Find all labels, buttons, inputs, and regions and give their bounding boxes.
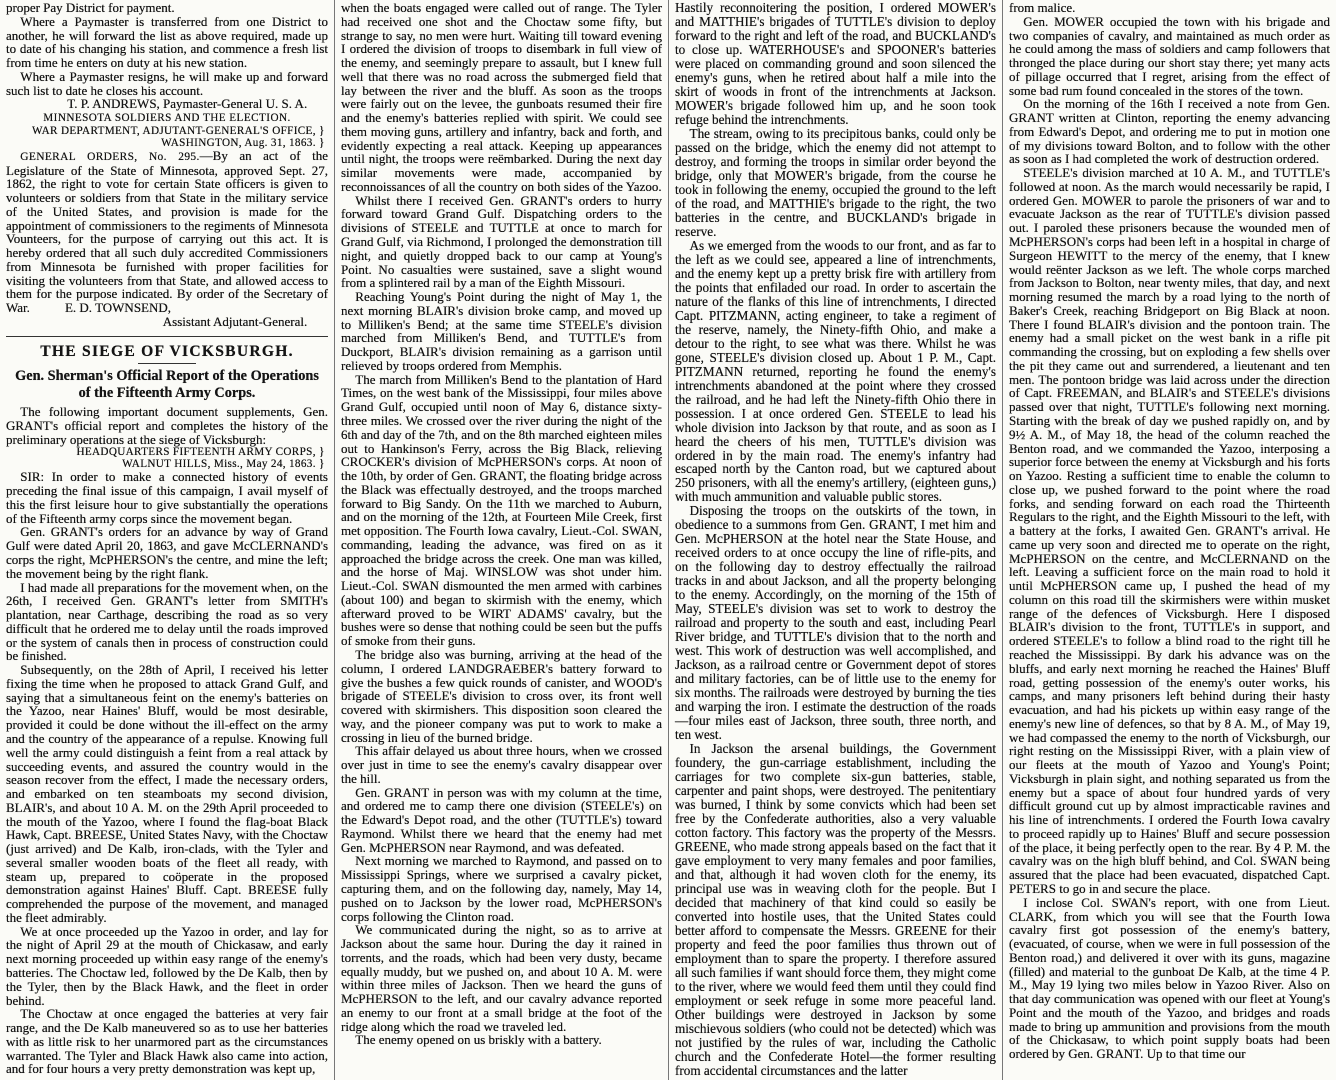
order-label: GENERAL ORDERS, No. 295. [20, 151, 200, 164]
paragraph: Gen. MOWER occupied the town with his brigade and two companies of cavalry, and maintained as much order as he could among the mass of soldiers and camp followers that thronged the place during our short stay there; yet many acts of pillage occurred that I regret, arising from the effect of some bad rum found concealed in the stores of the town. [1009, 13, 1330, 98]
divider [6, 336, 328, 337]
paragraph: The enemy opened on us briskly with a battery. [355, 1032, 602, 1048]
paragraph: This affair delayed us about three hours, when we crossed over just in time to see the enemy's cavalry disappear over the hill. [341, 743, 662, 786]
order-body: —By an act of the Legislature of the State of Minnesota, approved Sept. 27, 1862, the right to vote for certain State officers is given to volunteers or soldiers from that State in the military service of the United States, and provision is made for the appointment of commissioners to the regiments of Minnesota Vounteers, for the purpose of carrying out this act. It is hereby ordered that all such duly accredited Commissioners from Minnesota be furnished with proper facilities for visiting the volunteers from that State, and allowed access to them for the purpose indicated. By order of the Secretary of War. [6, 148, 328, 316]
paragraph: Reaching Young's Point during the night of May 1, the next morning BLAIR's division broke camp, and moved up to Milliken's Bend; at the same time STEELE's division marched from Milliken's Bend, and TUTTLE's from Duckport, BLAIR's division remaining as a garrison until relieved by troops ordered from Memphis. [341, 289, 662, 373]
column-4 [1002, 0, 1336, 1080]
dateline-place: WASHINGTON, Aug. 31, 1863. } [161, 136, 325, 149]
article-title: THE SIEGE OF VICKSBURGH. [40, 342, 294, 360]
paragraph: The stream, owing to its precipitous banks, could only be passed on the bridge, which the enemy did not attempt to destroy, and forming the troops in similar order beyond the bridge, only that MOWER's brigade, from the course he took in following the enemy, occupied the ground to the left of the road, and MATTHIE's brigade to the right, the two batteries in the centre, and BUCKLAND's brigade in reserve. [675, 125, 996, 239]
signer-name: E. D. TOWNSEND, [64, 300, 172, 316]
paragraph: As we emerged from the woods to our front, and as far to the left as we could see, appeared a line of intrenchments, and the enemy kept up a pretty brisk fire with artillery from the points that enfiladed our road. In order to ascertain the nature of the flanks of this line of intrenchments, I directed Capt. PITZMANN, acting engineer, to take a regiment of the reserve, namely, the Ninety-fifth Ohio, and make a detour to the right, to see what was there. Whilst he was gone, STEELE's division closed up. About 1 P. M., Capt. PITZMANN returned, reporting he found the enemy's intrenchments abandoned at the point where they crossed the railroad, and he had left the Ninety-fifth Ohio there in possession. I at once ordered Gen. STEELE to lead his whole division into Jackson by that route, and as soon as I heard the cheers of his men, TUTTLE's division was ordered in by the main road. The enemy's infantry had escaped north by the Canton road, but we captured about 250 prisoners, with all the enemy's artillery, (eighteen guns,) with much ammunition and valuable public stores. [675, 237, 996, 505]
paragraph: In Jackson the arsenal buildings, the Government foundery, the gun-carriage establishment, including the carriages for two complete six-gun batteries, stable, carpenter and paint shops, were destroyed. The penitentiary was burned, I think by some convicts which had been set free by the Confederate authorities, also a very valuable cotton factory. This factory was the property of the Messrs. GREENE, who made strong appeals based on the fact that it gave employment to very many females and poor families, and that, although it had woven cloth for the enemy, its principal use was in weaving cloth for the people. But I decided that machinery of that kind could so easily be converted into hostile uses, that the United States could better afford to compensate the Messrs. GREENE for their property and feed the poor families thus thrown out of employment than to spare the property. I therefore assured all such families if want should force them, they might come to the river, where we would feed them until they could find employment or seek refuge in some more peaceful land. Other buildings were destroyed in Jackson by some mischievous soldiers (who could not be detected) which was not justified by the rules of war, including the Catholic church and the Confederate Hotel—the former resulting from accidental circumstances and the latter [675, 741, 996, 1078]
paragraph: I inclose Col. SWAN's report, with one from Lieut. CLARK, from which you will see that the Fourth Iowa cavalry first got possession of the enemy's battery, (evacuated, of course, when we were in full possession of the Benton road,) and delivered it over with its guns, magazine (filled) and material to the gunboat De Kalb, at the time 4 P. M., May 19 lying two miles below in Yazoo River. Also on that day communication was opened with our fleet at Young's Point and the mouth of the Yazoo, and bridges and roads made to bring up ammunition and provisions from the mouth of the Chickasaw, to which point supply boats had been ordered by Gen. GRANT. Up to that time our [1009, 894, 1330, 1062]
paragraph: The Choctaw at once engaged the batteries at very fair range, and the De Kalb maneuvered so as to use her batteries with as little risk to her unarmored part as the circumstances warranted. The Tyler and Black Hawk also came into action, and for four hours a very pretty demonstration was kept up, [6, 1006, 328, 1077]
paragraph: We communicated during the night, so as to arrive at Jackson about the same hour. During the day it rained in torrents, and the roads, which had been very dusty, became equally muddy, but we pushed on, and about 10 A. M. were within three miles of Jackson. Then we heard the guns of McPHERSON to the left, and our cavalry advance reported an enemy to our front at a small bridge at the foot of the ridge along which the road we traveled led. [341, 922, 662, 1034]
paragraph: from malice. [1009, 0, 1076, 15]
paragraph: The following important document supplements, Gen. GRANT's official report and completes the history of the preliminary operations at the siege of Vicksburgh: [6, 404, 328, 447]
section-headline: MINNESOTA SOLDIERS AND THE ELECTION. [43, 111, 291, 124]
paragraph: proper Pay District for payment. [6, 0, 175, 15]
dateline-office: WAR DEPARTMENT, ADJUTANT-GENERAL'S OFFICE, } [32, 124, 325, 137]
paragraph: Subsequently, on the 28th of April, I received his letter fixing the time when he proposed to attack Grand Gulf, and saying that a simultaneous feint on the enemy's batteries on the Yazoo, near Haines' Bluff, would be most desirable, provided it could be done without the ill-effect on the army and the country of the appearance of a repulse. Knowing full well the army could distinguish a feint from a real attack by succeeding events, and assured the country would in the season recover from the effect, I made the necessary orders, and embarked on ten steamboats my second division, BLAIR's, and about 10 A. M. on the 29th April proceeded to the mouth of the Yazoo, where I found the flag-boat Black Hawk, Capt. BREESE, United States Navy, with the Choctaw (just arrived) and De Kalb, iron-clads, with the Tyler and several smaller wooden boats of the fleet all ready, with steam up, prepared to coöperate in the proposed demonstration against Haines' Bluff. Capt. BREESE fully comprehended the purpose of the movement, and managed the fleet admirably. [6, 662, 328, 925]
paragraph: Hastily reconnoitering the position, I ordered MOWER's and MATTHIE's brigades of TUTTLE's division to deploy forward to the right and left of the road, and BUCKLAND's to close up. WATERHOUSE's and SPOONER's batteries were placed on commanding ground and soon silenced the enemy's guns, when he retired about half a mile into the skirt of woods in front of the intrenchments at Jackson. MOWER's brigade followed him up, and he soon took refuge behind the intrenchments. [675, 0, 996, 127]
paragraph: We at once proceeded up the Yazoo in order, and lay for the night of April 29 at the mouth of Chickasaw, and early next morning proceeded up within easy range of the enemy's batteries. The Choctaw led, followed by the De Kalb, then by the Tyler, then by the Black Hawk, and the fleet in order behind. [6, 923, 328, 1008]
paragraph: I had made all preparations for the movement when, on the 26th, I received Gen. GRANT's letter from SMITH's plantation, near Carthage, describing the road as so very difficult that he ordered me to delay until the roads improved or the system of canals then in process of construction could be finished. [6, 579, 328, 664]
paragraph: Whilst there I received Gen. GRANT's orders to hurry forward toward Grand Gulf. Dispatching orders to the divisions of STEELE and TUTTLE at once to march for Grand Gulf, via Richmond, I prolonged the demonstration till night, and quietly dropped back to our camp at Young's Point. No casualties were sustained, save a slight wound from a splintered rail by a man of the Eighth Missouri. [341, 192, 662, 291]
paragraph: Disposing the troops on the outskirts of the town, in obedience to a summons from Gen. GRANT, I met him and Gen. McPHERSON at the hotel near the State House, and received orders to at once occupy the line of rifle-pits, and on the following day to destroy effectually the railroad tracks in and about Jackson, and all the property belonging to the enemy. Accordingly, on the morning of the 15th of May, STEELE's division was set to work to destroy the railroad and property to the south and east, including Pearl River bridge, and TUTTLE's division that to the north and west. This work of destruction was well accomplished, and Jackson, as a railroad centre or Government depot of stores and military factories, can be of little use to the enemy for six months. The railroads were destroyed by burning the ties and warping the iron. I estimate the destruction of the roads—four miles east of Jackson, three south, three north, and ten west. [675, 503, 996, 743]
signature: T. P. ANDREWS, Paymaster-General U. S. A. [67, 96, 308, 112]
article-subhead: Gen. Sherman's Official Report of the Operations of the Fifteenth Army Corps. [15, 368, 319, 401]
paragraph: when the boats engaged were called out of range. The Tyler had received one shot and the Choctaw some fifty, but strange to say, no men were hurt. Waiting till toward evening I ordered the division of troops to disembark in full view of the enemy, and seemingly prepare to assault, but I knew full well that there was no road across the submerged field that lay between the river and the bluff. As soon as the troops were fairly out on the levee, the gunboats resumed their fire and the enemy's batteries replied with spirit. We could see them moving guns, artillery and infantry, back and forth, and evidently expecting a real attack. Keeping up appearances until night, the troops were reëmbarked. During the next day similar movements were made, accompanied by reconnoissances of all the country on both sides of the Yazoo. [341, 0, 662, 194]
column-2 [334, 0, 668, 1080]
paragraph: Next morning we marched to Raymond, and passed on to Mississippi Springs, where we surprised a cavalry picket, capturing them, and on the following day, namely, May 14, pushed on to Jackson by the lower road, McPHERSON's corps following the Clinton road. [341, 853, 662, 924]
short-divider [138, 363, 196, 364]
dateline-headquarters: HEADQUARTERS FIFTEENTH ARMY CORPS, } [76, 445, 325, 458]
signer-title: Assistant Adjutant-General. [162, 313, 308, 329]
paragraph: Where a Paymaster is transferred from one District to another, he will forward the list as above required, made up to date of his changing his station, and commence a fresh list from time he enters on duty at his new station. [6, 13, 328, 71]
paragraph: SIR: In order to make a connected history of events preceding the final issue of this campaign, I avail myself of this the first leisure hour to give substantially the operations of the Fifteenth army corps since the movement began. [6, 469, 328, 526]
paragraph: The march from Milliken's Bend to the plantation of Hard Times, on the west bank of the Mississippi, four miles above Grand Gulf, occupied until noon of May 6, distance sixty-three miles. We crossed over the river during the night of the 6th and day of the 7th, and on the 8th marched eighteen miles out to Hankinson's Ferry, across the Big Black, relieving CROCKER's division of McPHERSON's corps. At noon of the 10th, by order of Gen. GRANT, the floating bridge across the Black was effectually destroyed, and the troops marched forward to Big Sandy. On the 11th we marched to Auburn, and on the morning of the 12th, at Fourteen Mile Creek, first met opposition. The Fourth Iowa cavalry, Lieut.-Col. SWAN, commanding, leading the advance, was fired on as it approached the bridge across the creek. One man was killed, and the horse of Maj. WINSLOW was shot under him. Lieut.-Col. SWAN dismounted the men armed with carbines (about 100) and began to skirmish with the enemy, which afterward proved to be WIRT ADAMS' cavalry, but the bushes were so dense that nothing could be seen but the puffs of smoke from their guns. [341, 371, 662, 649]
paragraph: Gen. GRANT's orders for an advance by way of Grand Gulf were dated April 20, 1863, and gave McCLERNAND's corps the right, McPHERSON's the centre, and mine the left; the movement being by the right flank. [6, 524, 328, 581]
paragraph: The bridge also was burning, arriving at the head of the column, I ordered LANDGRAEBER's battery forward to give the bushes a few quick rounds of canister, and WOOD's brigade of STEELE's division to cross over, its front well covered with skirmishers. This disposition soon cleared the way, and the pioneer company was put to work to make a crossing in lieu of the burned bridge. [341, 646, 662, 745]
general-order-paragraph [6, 149, 328, 315]
paragraph: Where a Paymaster resigns, he will make up and forward such list to date he closes his account. [6, 68, 328, 98]
dateline-place: WALNUT HILLS, Miss., May 24, 1863. } [122, 457, 325, 470]
column-1 [0, 0, 334, 1080]
paragraph: STEELE's division marched at 10 A. M., and TUTTLE's followed at noon. As the march would necessarily be rapid, I ordered Gen. MOWER to parole the prisoners of war and to evacuate Jackson as the rear of TUTTLE's division passed out. I paroled these prisoners because the wounded men of McPHERSON's corps had been left in a hospital in charge of Surgeon HEWITT to the mercy of the enemy, that I knew would reënter Jackson as we left. The whole corps marched from Jackson to Bolton, near twenty miles, that day, and next morning resumed the march by a road lying to the north of Baker's Creek, reaching Bridgeport on Big Black at noon. There I found BLAIR's division and the pontoon train. The enemy had a small picket on the west bank in a rifle pit commanding the crossing, but on exploding a few shells over the pit they came out and surrendered, a lieutenant and ten men. The pontoon bridge was laid across under the direction of Capt. FREEMAN, and BLAIR's and STEELE's divisions passed over that night, TUTTLE's following next morning. Starting with the break of day we pushed rapidly on, and by 9½ A. M., of May 18, the head of the column reached the Benton road, and we commanded the Yazoo, interposing a superior force between the enemy at Vicksburgh and his forts on Yazoo. Resting a sufficient time to enable the column to close up, we pushed forward to the point where the road forks, and sending forward on each road the Thirteenth Regulars to the right, and the Eighth Missouri to the left, with a battery at the forks, I awaited Gen. GRANT's arrival. He came up very soon and directed me to operate on the right, McPHERSON on the centre, and McCLERNAND on the left. Leaving a sufficient force on the main road to hold it until McPHERSON came up, I pushed the head of my column on this road till the skirmishers were within musket range of the defences of Vicksburgh. Here I disposed BLAIR's division to the front, TUTTLE's in support, and ordered STEELE's to follow a blind road to the right till he reached the Mississippi. By dark his advance was on the bluffs, and early next morning he reached the Haines' Bluff road, getting possession of the enemy's outer works, his camps, and many prisoners left behind during their hasty evacuation, and had his pickets up within easy range of the enemy's new line of defences, so that by 8 A. M., of May 19, we had compassed the enemy to the north of Vicksburgh, our right resting on the Mississippi River, with a plain view of our fleets at the mouth of Yazoo and Young's Point; Vicksburgh in plain sight, and nothing separated us from the enemy but a space of about four hundred yards of very difficult ground cut up by almost impracticable ravines and his line of intrenchments. I ordered the Fourth Iowa cavalry to proceed rapidly up to Haines' Bluff and secure possession of the place, it being perfectly open to the rear. By 4 P. M. the cavalry was on the high bluff behind, and Col. SWAN being assured that the place had been evacuated, dispatched Capt. PETERS to go in and secure the place. [1009, 165, 1330, 896]
paragraph: On the morning of the 16th I received a note from Gen. GRANT written at Clinton, reporting the enemy advancing from Edward's Depot, and ordering me to put in motion one of my divisions toward Bolton, and to follow with the other as soon as I had completed the work of destruction ordered. [1009, 96, 1330, 167]
column-3 [668, 0, 1002, 1080]
paragraph: Gen. GRANT in person was with my column at the time, and ordered me to camp there one division (STEELE's) on the Edward's Depot road, and the other (TUTTLE's) toward Raymond. Whilst there we heard that the enemy had met Gen. McPHERSON near Raymond, and was defeated. [341, 784, 662, 855]
